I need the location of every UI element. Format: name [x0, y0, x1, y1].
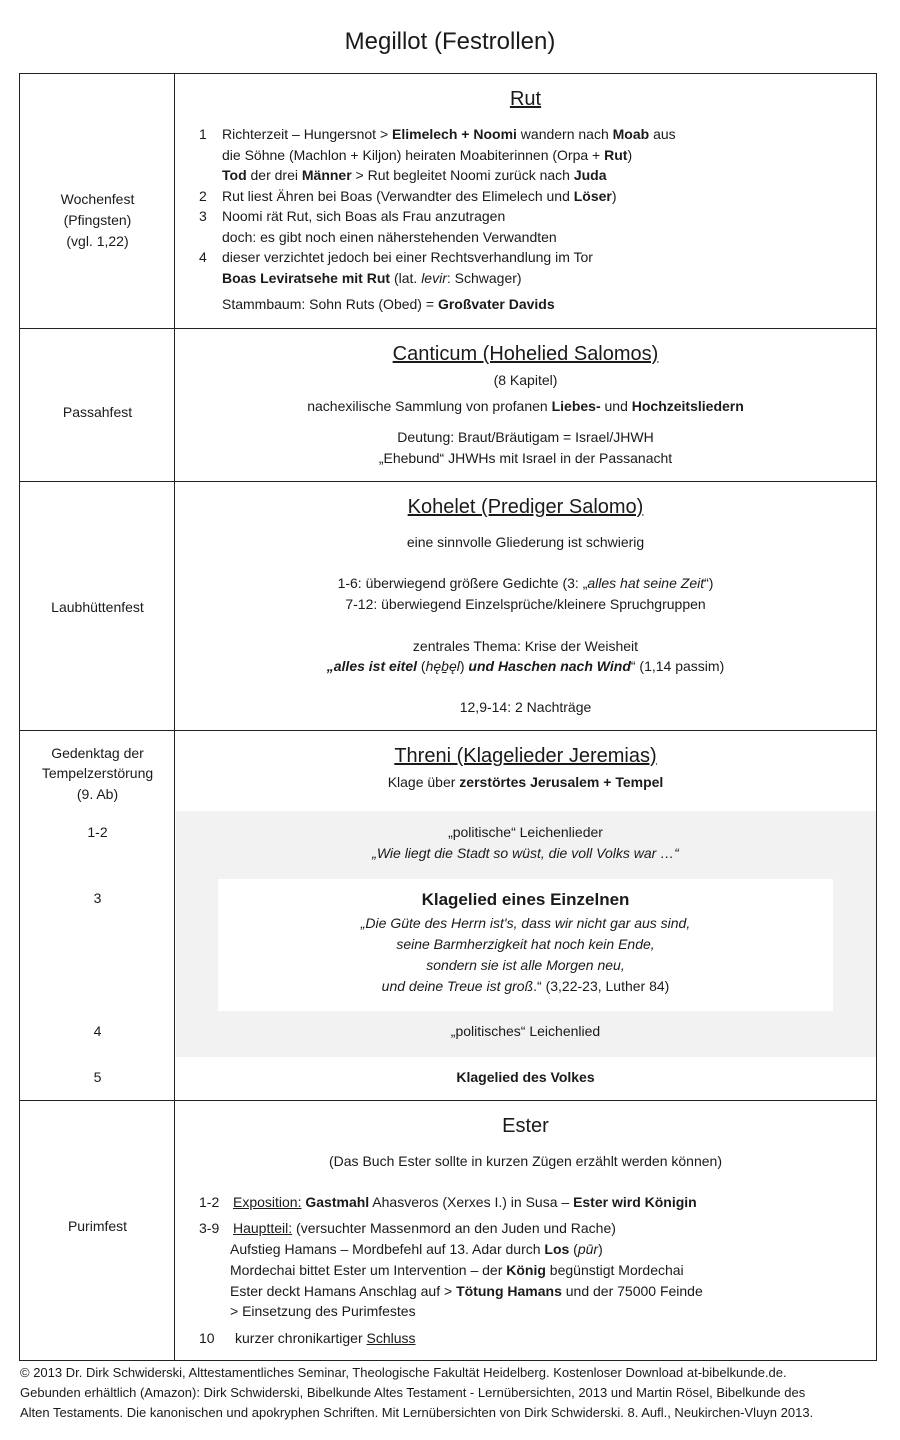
chapter-number: 3-9: [199, 1220, 220, 1236]
text-line: nachexilische Sammlung von profanen Liebes- und Hochzeitsliedern: [307, 398, 744, 414]
chapter-number: 3: [199, 208, 207, 224]
chapter-number: 4: [199, 249, 207, 265]
row-rut: [20, 74, 876, 329]
book-title: Kohelet (Prediger Salomo): [407, 496, 644, 518]
row-kohelet: [20, 482, 876, 731]
fest-label: Wochenfest: [60, 191, 135, 207]
row-canticum: [20, 329, 876, 482]
footer-line: Alten Testaments. Die kanonischen und apokryphen Schriften. Mit Lernübersichten von Dirk Schwiderski. 8. Aufl., Neukirchen-Vluyn 2013.: [20, 1405, 814, 1420]
content-cell: [175, 731, 876, 1100]
row-ester: [20, 1101, 876, 1361]
box-title: Klagelied eines Einzelnen: [421, 890, 630, 909]
text-line: Mordechai bittet Ester um Intervention – der König begünstigt Mordechai: [230, 1262, 684, 1278]
text-line: zentrales Thema: Krise der Weisheit: [412, 638, 639, 654]
text-line: Rut liest Ähren bei Boas (Verwandter des Elimelech und Löser): [222, 187, 617, 204]
text-line: Ester deckt Hamans Anschlag auf > Tötung Hamans und der 75000 Feinde: [230, 1283, 703, 1299]
footer-line: © 2013 Dr. Dirk Schwiderski, Alttestamentliches Seminar, Theologische Fakultät Heidelberg. Kostenloser Download at-bibelkunde.de.: [20, 1365, 787, 1380]
subtitle: (Das Buch Ester sollte in kurzen Zügen erzählt werden können): [329, 1153, 722, 1169]
text-line: 7-12: überwiegend Einzelsprüche/kleinere Spruchgruppen: [345, 596, 706, 612]
chapter-number: 10: [199, 1330, 215, 1346]
text-line: „Ehebund“ JHWHs mit Israel in der Passanacht: [378, 450, 673, 466]
text-line: Aufstieg Hamans – Mordbefehl auf 13. Adar durch Los (pūr): [230, 1241, 603, 1257]
text-line: „alles ist eitel (hęḇęl) und Haschen nach Wind“ (1,14 passim): [326, 658, 725, 674]
content-cell: [175, 482, 876, 730]
subtitle: (8 Kapitel): [493, 372, 558, 388]
fest-cell: [20, 74, 175, 328]
quote-line: sondern sie ist alle Morgen neu,: [426, 957, 625, 973]
text-line: Exposition: Gastmahl Ahasveros (Xerxes I.) in Susa – Ester wird Königin: [233, 1194, 697, 1210]
row-threni: [20, 731, 876, 1101]
fest-cell: [20, 1101, 175, 1361]
text-line: „politisches“ Leichenlied: [450, 1023, 601, 1039]
chapter-number: 3: [93, 890, 102, 906]
book-title: Canticum (Hohelied Salomos): [392, 343, 659, 365]
fest-label: (9. Ab): [76, 786, 119, 802]
chapter-number: 1: [199, 126, 207, 142]
quote-line: „Die Güte des Herrn ist's, dass wir nicht gar aus sind,: [360, 915, 691, 931]
text-line: „politische“ Leichenlieder: [448, 824, 603, 840]
text-line: Richterzeit – Hungersnot > Elimelech + Noomi wandern nach Moab aus: [222, 126, 676, 142]
text-line: eine sinnvolle Gliederung ist schwierig: [406, 534, 645, 550]
text-line: Boas Leviratsehe mit Rut (lat. levir: Schwager): [222, 269, 522, 286]
content-cell: [175, 1101, 876, 1361]
book-title: Ester: [502, 1115, 549, 1137]
text-line: Hauptteil: (versuchter Massenmord an den Juden und Rache): [233, 1220, 616, 1236]
text-line: „Wie liegt die Stadt so wüst, die voll Volks war …“: [372, 845, 679, 861]
text-line: > Einsetzung des Purimfestes: [230, 1303, 416, 1319]
fest-label: Tempelzerstörung: [41, 765, 154, 781]
chapter-number: 4: [93, 1023, 102, 1039]
quote-line: und deine Treue ist groß.“ (3,22-23, Luther 84): [381, 978, 670, 994]
text-line: kurzer chronikartiger Schluss: [235, 1330, 416, 1346]
fest-cell: [20, 482, 175, 730]
fest-cell: [20, 329, 175, 481]
text-line: Deutung: Braut/Bräutigam = Israel/JHWH: [397, 429, 654, 445]
book-title: Threni (Klagelieder Jeremias): [394, 745, 657, 767]
content-cell: [175, 74, 876, 328]
page-title: Megillot (Festrollen): [344, 28, 556, 55]
footer-line: Gebunden erhältlich (Amazon): Dirk Schwiderski, Bibelkunde Altes Testament - Lernübersichten, 2013 und Martin Rösel, Bibelkunde des: [20, 1385, 806, 1400]
fest-cell: [20, 731, 175, 1100]
text-line: die Söhne (Machlon + Kiljon) heiraten Moabiterinnen (Orpa + Rut): [222, 146, 633, 163]
text-line: doch: es gibt noch einen näherstehenden Verwandten: [222, 228, 557, 245]
chapter-number: 1-2: [199, 1194, 220, 1210]
text-line: 1-6: überwiegend größere Gedichte (3: „alles hat seine Zeit“): [337, 575, 714, 591]
footer: [20, 1363, 890, 1423]
fest-label: Purimfest: [67, 1218, 128, 1234]
text-line: dieser verzichtet jedoch bei einer Rechtsverhandlung im Tor: [222, 249, 593, 265]
subtitle: Klage über zerstörtes Jerusalem + Tempel: [387, 774, 664, 790]
content-cell: [175, 329, 876, 481]
chapter-number: 1-2: [87, 824, 108, 840]
text-line: Noomi rät Rut, sich Boas als Frau anzutragen: [222, 208, 506, 224]
chapter-number: 2: [199, 187, 207, 204]
text-line: 12,9-14: 2 Nachträge: [459, 699, 592, 715]
stammbaum-line: Stammbaum: Sohn Ruts (Obed) = Großvater Davids: [222, 296, 555, 312]
book-title: Rut: [509, 88, 542, 110]
fest-label: (Pfingsten): [63, 212, 132, 228]
quote-line: seine Barmherzigkeit hat noch kein Ende,: [396, 936, 655, 952]
fest-label: Passahfest: [62, 404, 133, 420]
fest-label: Laubhüttenfest: [51, 599, 144, 615]
chapter-number: 5: [93, 1069, 102, 1085]
fest-label: Gedenktag der: [51, 745, 144, 761]
megillot-table: [19, 73, 877, 1361]
fest-label: (vgl. 1,22): [66, 233, 129, 249]
text-line: Tod der drei Männer > Rut begleitet Noomi zurück nach Juda: [222, 167, 607, 183]
text-line: Klagelied des Volkes: [456, 1069, 595, 1085]
